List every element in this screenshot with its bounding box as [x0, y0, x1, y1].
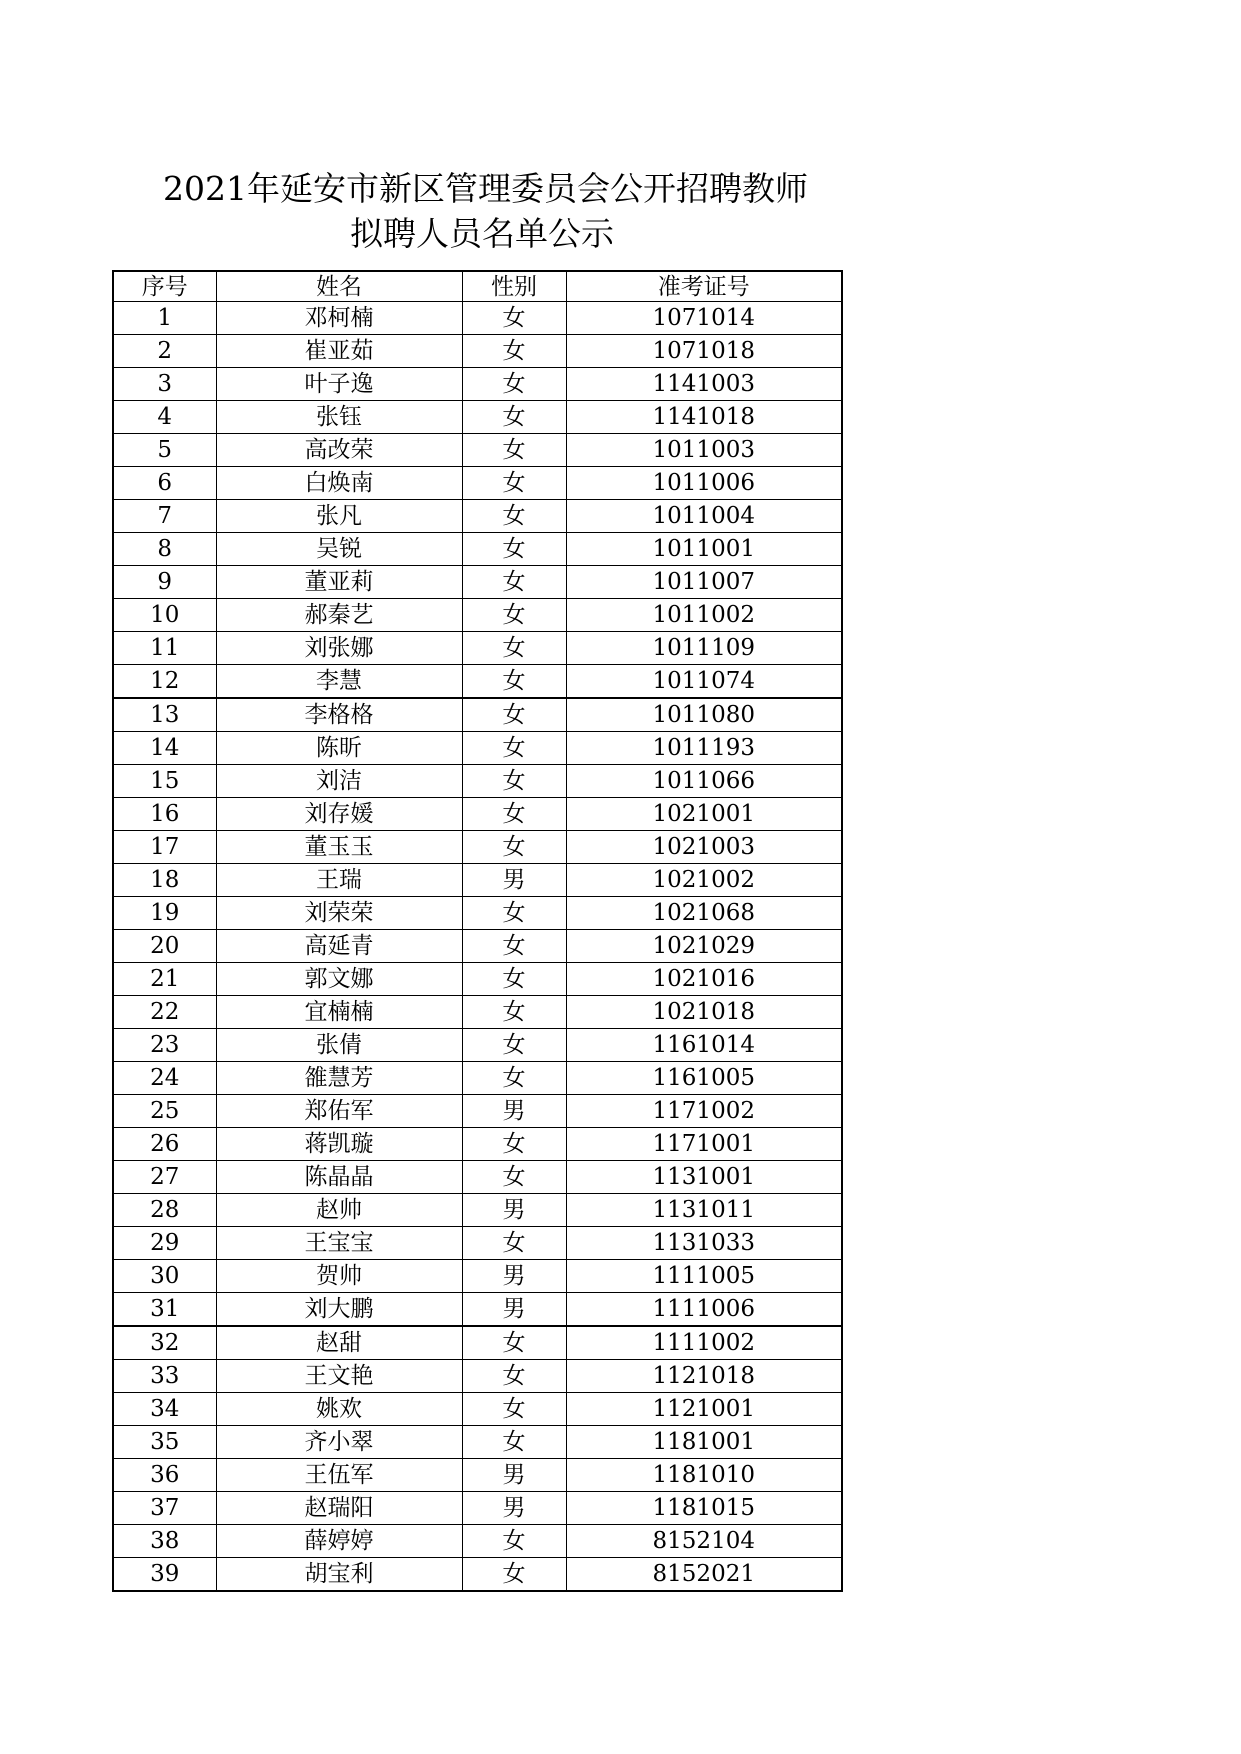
cell-name: 赵甜: [216, 1326, 462, 1360]
cell-exam-id: 1011109: [566, 632, 842, 665]
cell-gender: 女: [462, 732, 566, 765]
table-row: [113, 335, 842, 368]
cell-exam-id: 1071018: [566, 335, 842, 368]
cell-name: 雒慧芳: [216, 1062, 462, 1095]
cell-exam-id: 1021068: [566, 897, 842, 930]
cell-seq: 13: [113, 698, 216, 732]
cell-exam-id: 1161014: [566, 1029, 842, 1062]
table-body: [113, 302, 842, 1592]
cell-seq: 4: [113, 401, 216, 434]
table-row: [113, 665, 842, 699]
cell-seq: 20: [113, 930, 216, 963]
cell-seq: 23: [113, 1029, 216, 1062]
cell-gender: 女: [462, 533, 566, 566]
cell-seq: 12: [113, 665, 216, 699]
cell-name: 张凡: [216, 500, 462, 533]
cell-exam-id: 1171002: [566, 1095, 842, 1128]
cell-exam-id: 1011006: [566, 467, 842, 500]
header-gender: 性别: [462, 271, 566, 302]
cell-exam-id: 1181001: [566, 1426, 842, 1459]
table-row: [113, 996, 842, 1029]
cell-name: 白焕南: [216, 467, 462, 500]
cell-seq: 3: [113, 368, 216, 401]
cell-exam-id: 1111006: [566, 1293, 842, 1327]
cell-gender: 男: [462, 1194, 566, 1227]
cell-seq: 15: [113, 765, 216, 798]
cell-name: 赵瑞阳: [216, 1492, 462, 1525]
cell-seq: 26: [113, 1128, 216, 1161]
cell-name: 董玉玉: [216, 831, 462, 864]
cell-seq: 25: [113, 1095, 216, 1128]
cell-gender: 男: [462, 1260, 566, 1293]
cell-name: 刘张娜: [216, 632, 462, 665]
cell-exam-id: 1021016: [566, 963, 842, 996]
cell-gender: 男: [462, 1293, 566, 1327]
table-row: [113, 1393, 842, 1426]
cell-seq: 6: [113, 467, 216, 500]
table-row: [113, 864, 842, 897]
cell-name: 刘洁: [216, 765, 462, 798]
cell-exam-id: 1011193: [566, 732, 842, 765]
cell-name: 郑佑军: [216, 1095, 462, 1128]
header-seq: 序号: [113, 271, 216, 302]
cell-exam-id: 1021002: [566, 864, 842, 897]
cell-gender: 男: [462, 864, 566, 897]
table-row: [113, 897, 842, 930]
cell-name: 王伍军: [216, 1459, 462, 1492]
cell-exam-id: 1011074: [566, 665, 842, 699]
table-row: [113, 1194, 842, 1227]
cell-gender: 男: [462, 1459, 566, 1492]
cell-seq: 31: [113, 1293, 216, 1327]
table-row: [113, 1525, 842, 1558]
cell-exam-id: 1011002: [566, 599, 842, 632]
cell-exam-id: 1021018: [566, 996, 842, 1029]
candidate-table: [112, 270, 843, 1592]
cell-name: 李格格: [216, 698, 462, 732]
cell-name: 郭文娜: [216, 963, 462, 996]
cell-seq: 33: [113, 1360, 216, 1393]
cell-seq: 34: [113, 1393, 216, 1426]
cell-name: 王瑞: [216, 864, 462, 897]
cell-exam-id: 1071014: [566, 302, 842, 335]
table-row: [113, 302, 842, 335]
cell-gender: 女: [462, 632, 566, 665]
cell-gender: 女: [462, 1360, 566, 1393]
cell-exam-id: 8152021: [566, 1558, 842, 1592]
table-row: [113, 1558, 842, 1592]
cell-exam-id: 1111002: [566, 1326, 842, 1360]
cell-exam-id: 1131011: [566, 1194, 842, 1227]
header-name: 姓名: [216, 271, 462, 302]
cell-seq: 28: [113, 1194, 216, 1227]
cell-exam-id: 1141018: [566, 401, 842, 434]
cell-name: 郝秦艺: [216, 599, 462, 632]
cell-gender: 女: [462, 1558, 566, 1592]
cell-gender: 女: [462, 798, 566, 831]
cell-gender: 男: [462, 1095, 566, 1128]
cell-exam-id: 1161005: [566, 1062, 842, 1095]
table-row: [113, 1459, 842, 1492]
table-row: [113, 1360, 842, 1393]
cell-name: 王宝宝: [216, 1227, 462, 1260]
table-row: [113, 434, 842, 467]
cell-name: 宜楠楠: [216, 996, 462, 1029]
cell-name: 高延青: [216, 930, 462, 963]
cell-exam-id: 1021003: [566, 831, 842, 864]
cell-seq: 32: [113, 1326, 216, 1360]
table-header: [113, 271, 842, 302]
cell-exam-id: 1131033: [566, 1227, 842, 1260]
cell-gender: 女: [462, 335, 566, 368]
cell-seq: 19: [113, 897, 216, 930]
cell-gender: 女: [462, 1525, 566, 1558]
cell-seq: 24: [113, 1062, 216, 1095]
table-row: [113, 798, 842, 831]
table-row: [113, 566, 842, 599]
cell-gender: 女: [462, 1161, 566, 1194]
cell-gender: 女: [462, 963, 566, 996]
cell-name: 张钰: [216, 401, 462, 434]
cell-gender: 女: [462, 930, 566, 963]
cell-exam-id: 1131001: [566, 1161, 842, 1194]
cell-exam-id: 1011080: [566, 698, 842, 732]
cell-gender: 女: [462, 1128, 566, 1161]
table-row: [113, 1227, 842, 1260]
cell-gender: 女: [462, 1029, 566, 1062]
cell-seq: 1: [113, 302, 216, 335]
table-row: [113, 698, 842, 732]
cell-seq: 18: [113, 864, 216, 897]
cell-name: 刘大鹏: [216, 1293, 462, 1327]
table-row: [113, 765, 842, 798]
cell-seq: 17: [113, 831, 216, 864]
cell-gender: 女: [462, 765, 566, 798]
cell-exam-id: 1021001: [566, 798, 842, 831]
cell-gender: 女: [462, 1326, 566, 1360]
cell-name: 吴锐: [216, 533, 462, 566]
cell-seq: 38: [113, 1525, 216, 1558]
table-row: [113, 467, 842, 500]
cell-gender: 女: [462, 996, 566, 1029]
cell-exam-id: 1021029: [566, 930, 842, 963]
cell-seq: 29: [113, 1227, 216, 1260]
cell-gender: 女: [462, 1393, 566, 1426]
cell-seq: 21: [113, 963, 216, 996]
cell-gender: 女: [462, 665, 566, 699]
cell-name: 叶子逸: [216, 368, 462, 401]
cell-name: 张倩: [216, 1029, 462, 1062]
cell-gender: 女: [462, 302, 566, 335]
cell-name: 齐小翠: [216, 1426, 462, 1459]
cell-seq: 39: [113, 1558, 216, 1592]
table-row: [113, 831, 842, 864]
table-row: [113, 1128, 842, 1161]
table-row: [113, 1029, 842, 1062]
cell-gender: 女: [462, 500, 566, 533]
table-row: [113, 930, 842, 963]
cell-gender: 女: [462, 434, 566, 467]
cell-seq: 30: [113, 1260, 216, 1293]
cell-seq: 7: [113, 500, 216, 533]
cell-seq: 37: [113, 1492, 216, 1525]
cell-name: 陈昕: [216, 732, 462, 765]
cell-exam-id: 1011007: [566, 566, 842, 599]
cell-exam-id: 1181010: [566, 1459, 842, 1492]
cell-exam-id: 1011001: [566, 533, 842, 566]
cell-gender: 女: [462, 1227, 566, 1260]
table-row: [113, 533, 842, 566]
cell-seq: 8: [113, 533, 216, 566]
cell-exam-id: 1181015: [566, 1492, 842, 1525]
cell-name: 崔亚茹: [216, 335, 462, 368]
cell-seq: 5: [113, 434, 216, 467]
cell-gender: 女: [462, 897, 566, 930]
table-row: [113, 1293, 842, 1327]
cell-gender: 女: [462, 698, 566, 732]
document-title-line-1: 2021年延安市新区管理委员会公开招聘教师: [163, 169, 808, 208]
cell-seq: 11: [113, 632, 216, 665]
cell-seq: 36: [113, 1459, 216, 1492]
cell-exam-id: 1011004: [566, 500, 842, 533]
cell-name: 刘荣荣: [216, 897, 462, 930]
table-row: [113, 1062, 842, 1095]
cell-exam-id: 1111005: [566, 1260, 842, 1293]
table-row: [113, 963, 842, 996]
cell-name: 陈晶晶: [216, 1161, 462, 1194]
cell-name: 薛婷婷: [216, 1525, 462, 1558]
table-row: [113, 1426, 842, 1459]
header-row: [113, 271, 842, 302]
cell-name: 高改荣: [216, 434, 462, 467]
table-row: [113, 500, 842, 533]
cell-name: 李慧: [216, 665, 462, 699]
table-row: [113, 1326, 842, 1360]
cell-gender: 女: [462, 467, 566, 500]
document-title-line-2: 拟聘人员名单公示: [350, 214, 614, 253]
cell-exam-id: 8152104: [566, 1525, 842, 1558]
cell-name: 邓柯楠: [216, 302, 462, 335]
cell-name: 姚欢: [216, 1393, 462, 1426]
header-exam-id: 准考证号: [566, 271, 842, 302]
cell-name: 董亚莉: [216, 566, 462, 599]
cell-seq: 27: [113, 1161, 216, 1194]
cell-gender: 女: [462, 401, 566, 434]
cell-gender: 女: [462, 831, 566, 864]
cell-seq: 2: [113, 335, 216, 368]
table-row: [113, 732, 842, 765]
cell-exam-id: 1121018: [566, 1360, 842, 1393]
cell-exam-id: 1141003: [566, 368, 842, 401]
cell-gender: 女: [462, 1062, 566, 1095]
cell-name: 蒋凯璇: [216, 1128, 462, 1161]
cell-gender: 女: [462, 599, 566, 632]
cell-name: 王文艳: [216, 1360, 462, 1393]
table-row: [113, 1095, 842, 1128]
table-row: [113, 401, 842, 434]
cell-exam-id: 1171001: [566, 1128, 842, 1161]
cell-gender: 女: [462, 368, 566, 401]
cell-exam-id: 1121001: [566, 1393, 842, 1426]
cell-seq: 35: [113, 1426, 216, 1459]
cell-seq: 22: [113, 996, 216, 1029]
cell-gender: 男: [462, 1492, 566, 1525]
table-row: [113, 1161, 842, 1194]
cell-seq: 10: [113, 599, 216, 632]
cell-gender: 女: [462, 566, 566, 599]
table-row: [113, 599, 842, 632]
cell-exam-id: 1011066: [566, 765, 842, 798]
cell-name: 胡宝利: [216, 1558, 462, 1592]
cell-gender: 女: [462, 1426, 566, 1459]
cell-exam-id: 1011003: [566, 434, 842, 467]
cell-name: 赵帅: [216, 1194, 462, 1227]
cell-name: 刘存媛: [216, 798, 462, 831]
cell-name: 贺帅: [216, 1260, 462, 1293]
cell-seq: 16: [113, 798, 216, 831]
table-row: [113, 1260, 842, 1293]
table-row: [113, 368, 842, 401]
table-row: [113, 1492, 842, 1525]
table-row: [113, 632, 842, 665]
cell-seq: 9: [113, 566, 216, 599]
cell-seq: 14: [113, 732, 216, 765]
